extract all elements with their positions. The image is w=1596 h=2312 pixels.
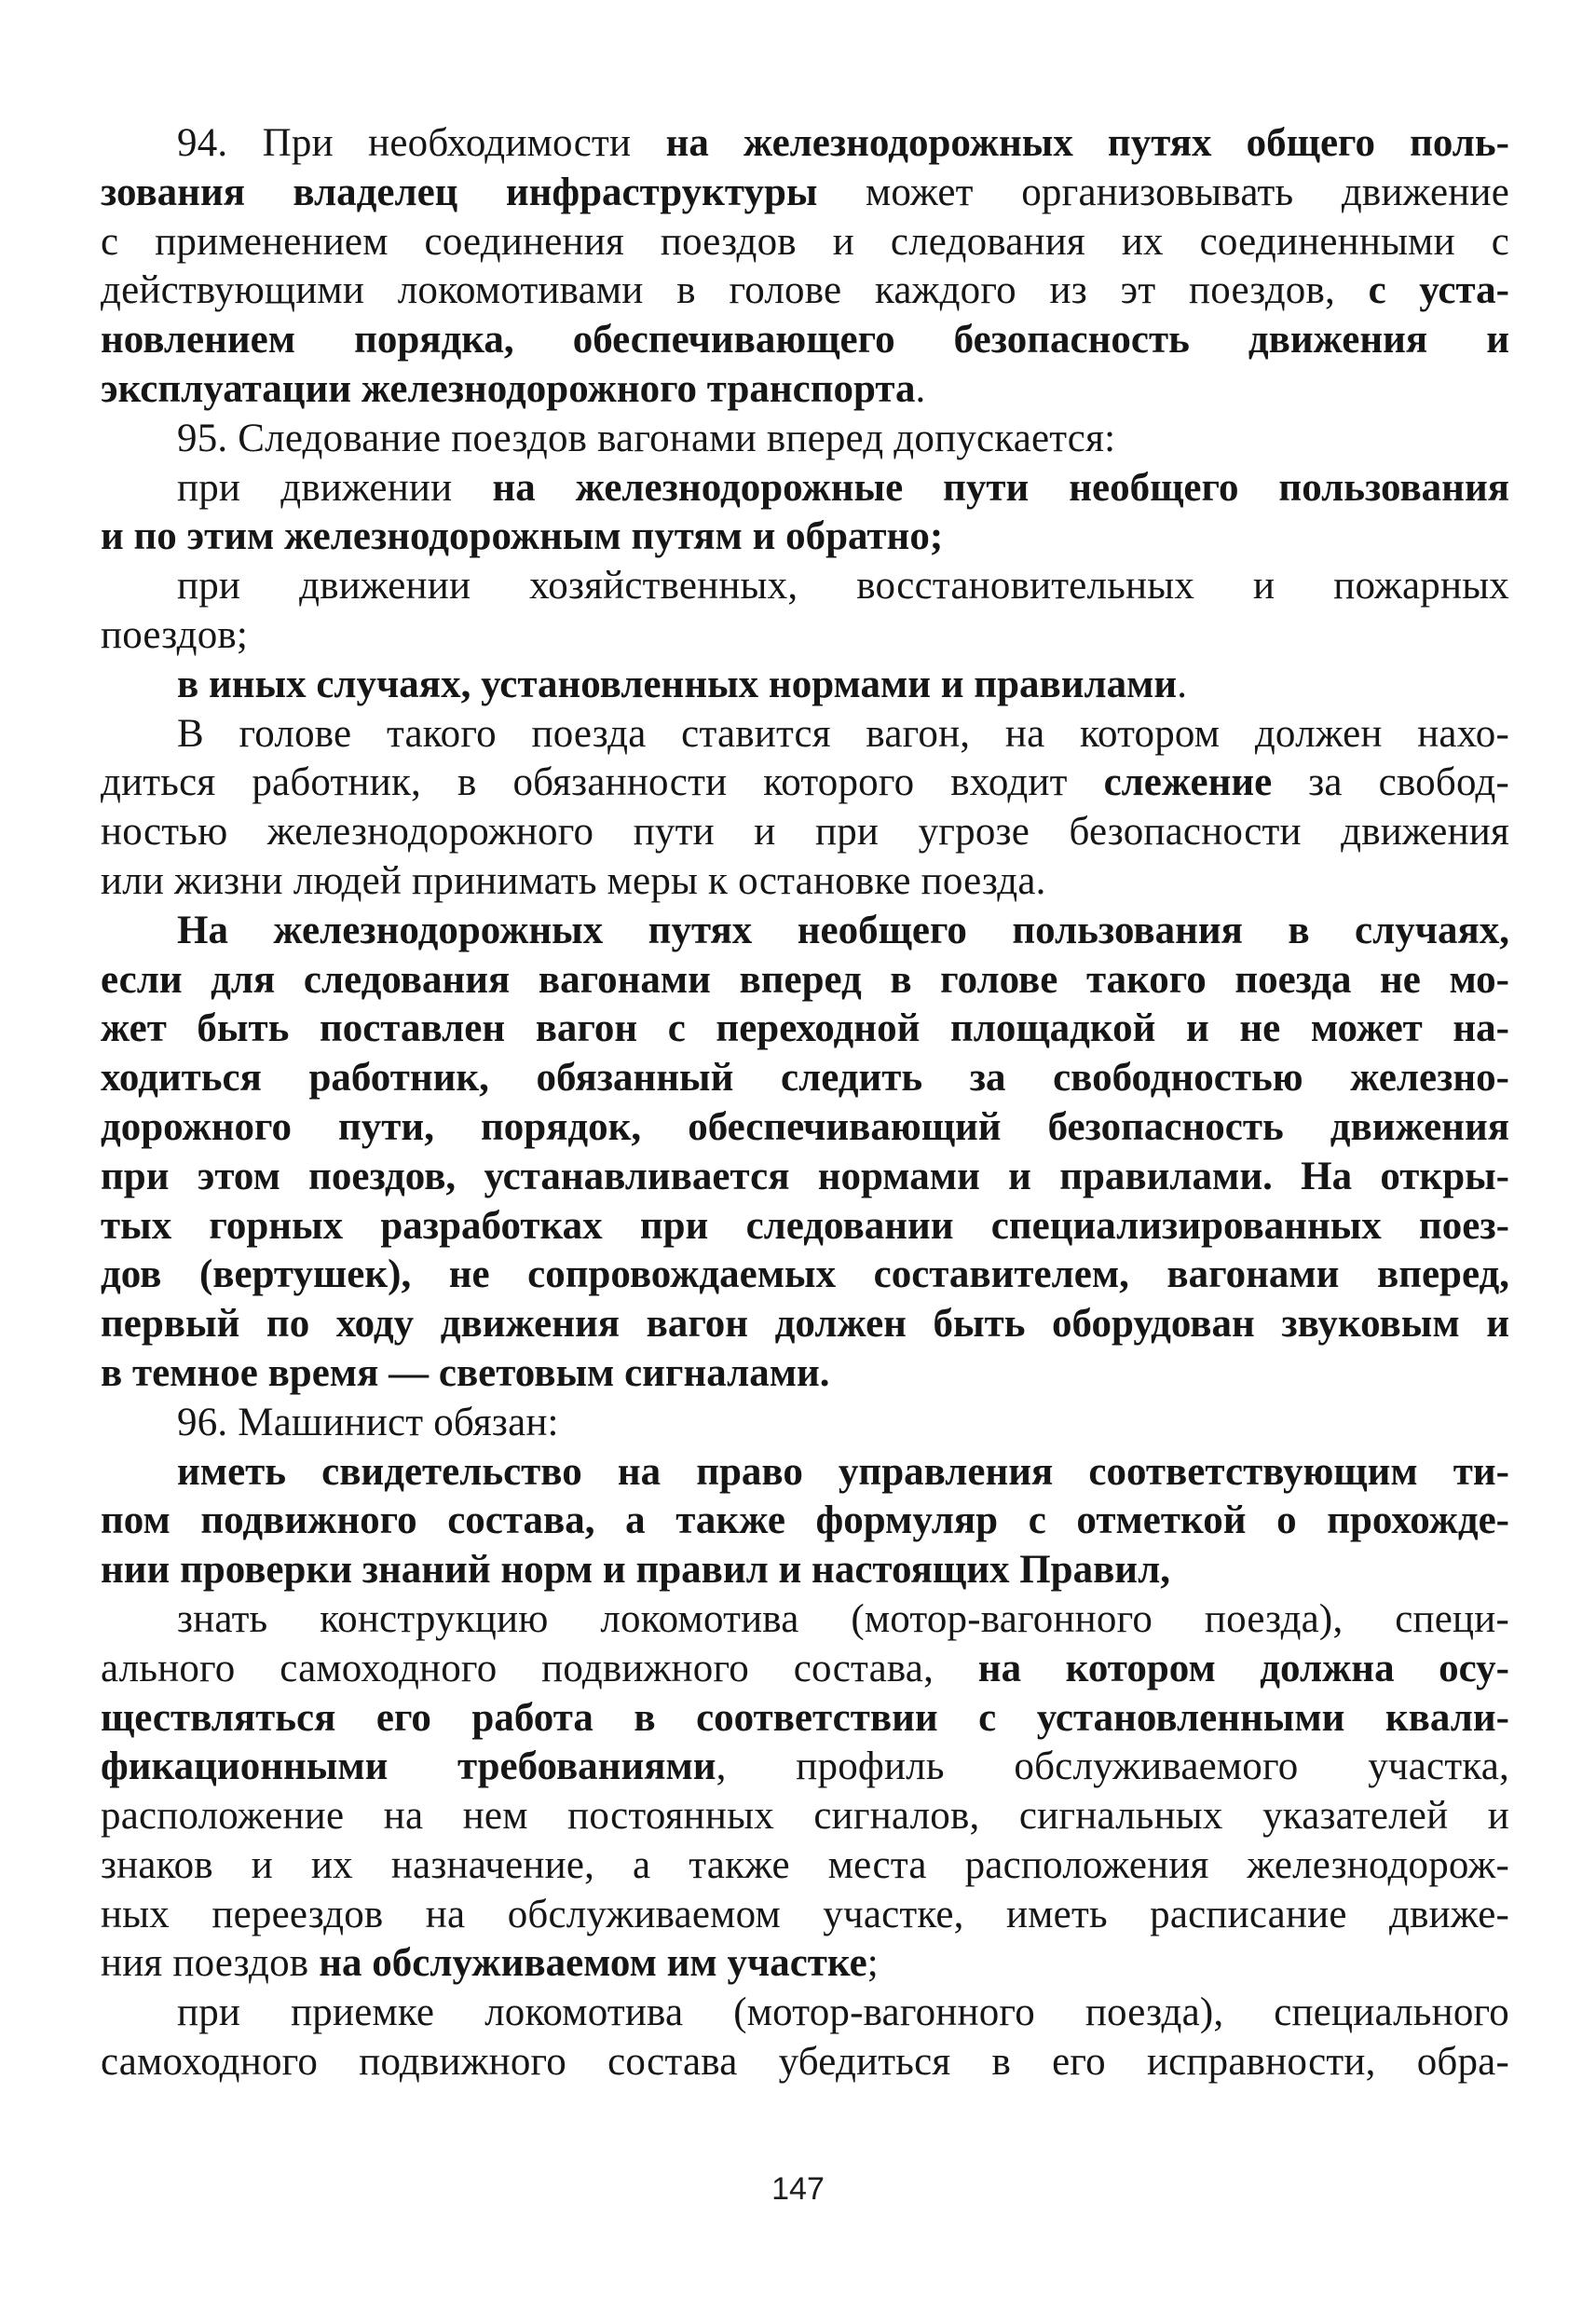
bold-run: На железнодорожных путях необщего пользования в случаях, — [177, 908, 1509, 952]
text-run: расположение на нем постоянных сигналов, сигнальных указателей и — [101, 1794, 1509, 1839]
text-line — [101, 710, 1509, 759]
text-line — [101, 1103, 1509, 1153]
text-run: ; — [866, 1941, 879, 1986]
paragraph — [101, 415, 1509, 464]
text-run: ных переездов на обслуживаемом участке, иметь расписание движе- — [101, 1892, 1509, 1936]
text-run: знаков и их назначение, а также места расположения железнодорож- — [101, 1842, 1509, 1887]
bold-run: дов (вертушек), не сопровождаемых составителем, вагонами вперед, — [101, 1252, 1509, 1297]
bold-run: первый по ходу движения вагон должен быть оборудован звуковым и — [101, 1302, 1509, 1347]
bold-run: на обслуживаемом им участке — [319, 1941, 867, 1986]
bold-run: если для следования вагонами вперед в голове такого поезда не мо- — [101, 957, 1509, 1002]
text-line — [101, 1546, 1509, 1595]
text-line — [101, 857, 1509, 907]
text-line — [101, 1300, 1509, 1349]
text-run: ния поездов — [101, 1941, 320, 1986]
text-line — [101, 1939, 1509, 1989]
text-line — [101, 1792, 1509, 1841]
text-line — [101, 907, 1509, 956]
text-run: при движении хозяйственных, восстановительных и пожарных — [177, 564, 1509, 609]
text-line — [101, 218, 1509, 267]
paragraph — [101, 661, 1509, 710]
text-line — [101, 513, 1509, 562]
text-line — [101, 1349, 1509, 1399]
bold-run: нии проверки знаний норм и правил и настоящих Правил, — [101, 1548, 1170, 1593]
paragraph — [101, 1448, 1509, 1595]
paragraph — [101, 710, 1509, 907]
bold-run: слежение — [1103, 760, 1273, 805]
text-line — [101, 1841, 1509, 1891]
text-line — [101, 1989, 1509, 2038]
text-line — [101, 1497, 1509, 1546]
text-line — [101, 1005, 1509, 1054]
text-line — [101, 611, 1509, 661]
text-run: ностью железнодорожного пути и при угрозе безопасности движения — [101, 810, 1509, 855]
text-run: 95. Следование поездов вагонами вперед допускается: — [177, 416, 1116, 460]
text-line — [101, 1251, 1509, 1300]
bold-run: фикационными требованиями — [101, 1744, 716, 1789]
bold-run: на железнодорожные пути необщего пользования — [492, 465, 1509, 510]
bold-run: и по этим железнодорожным путям и обратно; — [101, 514, 944, 559]
text-line — [101, 365, 1509, 415]
text-line — [101, 1399, 1509, 1448]
bold-run: с уста- — [1368, 268, 1509, 313]
text-line — [101, 119, 1509, 169]
text-line — [101, 661, 1509, 710]
text-run: . — [915, 366, 926, 411]
text-line — [101, 1202, 1509, 1252]
text-run: может организовывать движение — [817, 170, 1509, 214]
text-run: ального самоходного подвижного состава, — [101, 1646, 978, 1690]
text-run: при приемке локомотива (мотор-вагонного поезда), специального — [177, 1991, 1509, 2035]
bold-run: на железнодорожных путях общего поль- — [665, 121, 1509, 165]
text-line — [101, 1743, 1509, 1792]
text-line — [101, 1645, 1509, 1694]
text-line — [101, 1891, 1509, 1940]
text-line — [101, 1448, 1509, 1498]
text-line — [101, 415, 1509, 464]
text-line — [101, 1595, 1509, 1645]
text-line — [101, 808, 1509, 857]
paragraph — [101, 562, 1509, 661]
bold-run: жет быть поставлен вагон с переходной площадкой и не может на- — [101, 1006, 1509, 1051]
text-run: диться работник, в обязанности которого входит — [101, 760, 1104, 805]
text-line — [101, 956, 1509, 1006]
bold-run: ходиться работник, обязанный следить за свободностью железно- — [101, 1056, 1509, 1101]
bold-run: в иных случаях, установленных нормами и правилами — [177, 662, 1178, 706]
text-line — [101, 1153, 1509, 1202]
text-line — [101, 1694, 1509, 1744]
text-line — [101, 1054, 1509, 1103]
bold-run: ществляться его работа в соответствии с установленными квали- — [101, 1695, 1509, 1740]
text-line — [101, 464, 1509, 513]
text-line — [101, 169, 1509, 218]
bold-run: эксплуатации железнодорожного транспорта — [101, 366, 916, 411]
page-body — [101, 119, 1509, 2087]
text-line — [101, 267, 1509, 316]
bold-run: тых горных разработках при следовании специализированных поез- — [101, 1203, 1509, 1248]
text-line — [101, 316, 1509, 365]
paragraph — [101, 119, 1509, 415]
text-run: действующими локомотивами в голове каждого из эт поездов, — [101, 268, 1369, 313]
text-line — [101, 759, 1509, 808]
paragraph — [101, 907, 1509, 1399]
paragraph — [101, 1595, 1509, 1989]
bold-run: на котором должна осу- — [977, 1646, 1509, 1690]
bold-run: зования владелец инфраструктуры — [101, 170, 818, 214]
paragraph — [101, 1989, 1509, 2087]
bold-run: иметь свидетельство на право управления соответствующим ти- — [177, 1449, 1509, 1494]
bold-run: пом подвижного состава, а также формуляр с отметкой о прохожде- — [101, 1498, 1509, 1543]
bold-run: дорожного пути, порядок, обеспечивающий безопасность движения — [101, 1104, 1509, 1149]
bold-run: новлением порядка, обеспечивающего безопасность движения и — [101, 318, 1509, 363]
text-run: с применением соединения поездов и следования их соединенными с — [101, 219, 1509, 264]
text-run: поездов; — [101, 612, 249, 657]
paragraph — [101, 1399, 1509, 1448]
text-run: , профиль обслуживаемого участка, — [716, 1744, 1509, 1789]
text-line — [101, 2038, 1509, 2087]
text-run: 96. Машинист обязан: — [177, 1400, 559, 1444]
text-run: знать конструкцию локомотива (мотор-вагонного поезда), специ- — [177, 1596, 1509, 1641]
bold-run: при этом поездов, устанавливается нормами и правилами. На откры- — [101, 1154, 1509, 1198]
paragraph — [101, 464, 1509, 563]
page-number: 147 — [771, 2171, 825, 2207]
text-run: или жизни людей принимать меры к остановке поезда. — [101, 858, 1046, 903]
text-run: 94. При необходимости — [177, 121, 666, 165]
text-run: за свобод- — [1272, 760, 1510, 805]
text-line — [101, 562, 1509, 611]
text-run: . — [1177, 662, 1188, 706]
bold-run: в темное время — световым сигналами. — [101, 1350, 830, 1395]
text-run: самоходного подвижного состава убедиться в его исправности, обра- — [101, 2040, 1509, 2085]
text-run: В голове такого поезда ставится вагон, на котором должен нахо- — [177, 711, 1509, 756]
text-run: при движении — [177, 465, 493, 510]
